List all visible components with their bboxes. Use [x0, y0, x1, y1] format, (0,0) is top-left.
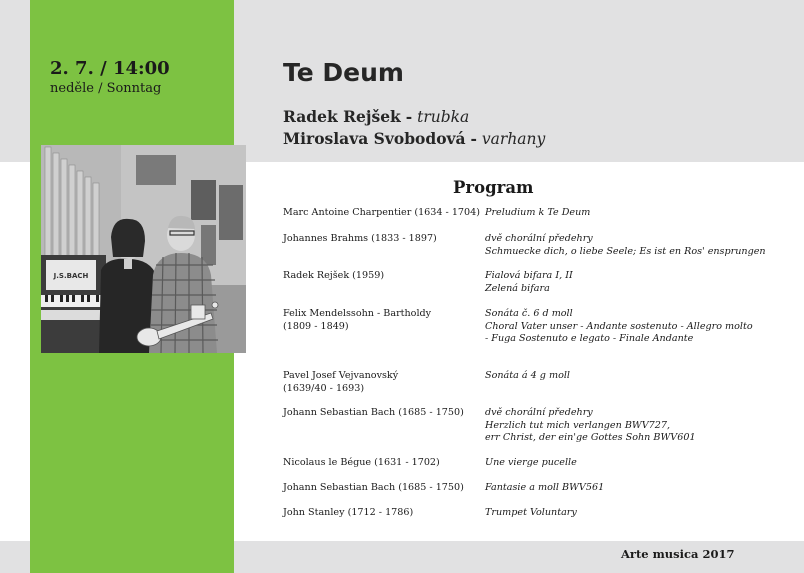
composer-line: Felix Mendelssohn - Bartholdy: [283, 308, 432, 319]
program-work: [485, 270, 785, 295]
work-line: Choral Vater unser - Andante sostenuto - Allegro molto: [485, 320, 753, 332]
work-line: Herzlich tut mich verlangen BWV727,: [485, 419, 671, 431]
performer-separator: -: [405, 107, 413, 126]
event-date: 2. 7. / 14:00: [50, 58, 170, 79]
work-line: Trumpet Voluntary: [485, 507, 577, 518]
composer-line: John Stanley (1712 - 1786): [283, 507, 414, 518]
work-line: Fantasie a moll BWV561: [485, 482, 605, 493]
program-composer: [283, 308, 473, 333]
performer-instrument: varhany: [481, 130, 546, 148]
performer-name: Radek Rejšek: [283, 107, 401, 126]
program-work: [485, 233, 785, 258]
performers-photo: [41, 145, 246, 353]
composer-line: Pavel Josef Vejvanovský: [283, 370, 399, 381]
program-composer: [283, 507, 473, 520]
concert-title: Te Deum: [283, 58, 404, 87]
event-day: neděle / Sonntag: [50, 81, 162, 96]
program-composer: [283, 270, 473, 283]
program-work: [485, 482, 785, 495]
work-line: Sonáta á 4 g moll: [485, 370, 570, 381]
work-line: err Christ, der ein'ge Gottes Sohn BWV601: [485, 432, 696, 443]
composer-line: Johannes Brahms (1833 - 1897): [283, 233, 437, 244]
program-composer: [283, 457, 473, 470]
work-line: Fialová bifara I, II: [485, 270, 573, 281]
work-line: Sonáta č. 6 d moll: [485, 308, 573, 319]
composer-line: (1639/40 - 1693): [283, 382, 365, 394]
footer-text: Arte musica 2017: [621, 547, 735, 561]
program-work: [485, 407, 785, 445]
composer-line: Nicolaus le Bégue (1631 - 1702): [283, 457, 440, 468]
performer-2: [283, 129, 545, 148]
program-work: [485, 207, 785, 220]
composer-line: (1809 - 1849): [283, 320, 349, 332]
program-work: [485, 457, 785, 470]
score-label: J.S.BACH: [53, 272, 89, 280]
program-work: [485, 507, 785, 520]
composer-line: Johann Sebastian Bach (1685 - 1750): [283, 407, 464, 418]
performer-separator: -: [470, 129, 477, 148]
work-line: dvě chorální předehry: [485, 407, 593, 418]
program-composer: [283, 482, 473, 495]
program-composer: [283, 407, 473, 420]
work-line: Une vierge pucelle: [485, 457, 577, 468]
work-line: dvě chorální předehry: [485, 233, 593, 244]
work-line: - Fuga Sostenuto e legato - Finale Andante: [485, 333, 694, 344]
program-heading: Program: [453, 178, 534, 197]
program-composer: [283, 370, 473, 395]
work-line: Schmuecke dich, o liebe Seele; Es ist en Ros' ensprungen: [485, 245, 766, 257]
program-work: [485, 370, 785, 383]
composer-line: Radek Rejšek (1959): [283, 270, 385, 281]
program-composer: [283, 233, 473, 246]
composer-line: Johann Sebastian Bach (1685 - 1750): [283, 482, 464, 493]
performer-1: [283, 107, 469, 126]
composer-line: Marc Antoine Charpentier (1634 - 1704): [283, 207, 480, 218]
work-line: Preludium k Te Deum: [485, 207, 591, 218]
program-work: [485, 308, 785, 346]
program-composer: [283, 207, 480, 220]
work-line: Zelená bifara: [485, 282, 550, 294]
performer-name: Miroslava Svobodová: [283, 129, 466, 148]
performer-instrument: trubka: [417, 108, 470, 126]
